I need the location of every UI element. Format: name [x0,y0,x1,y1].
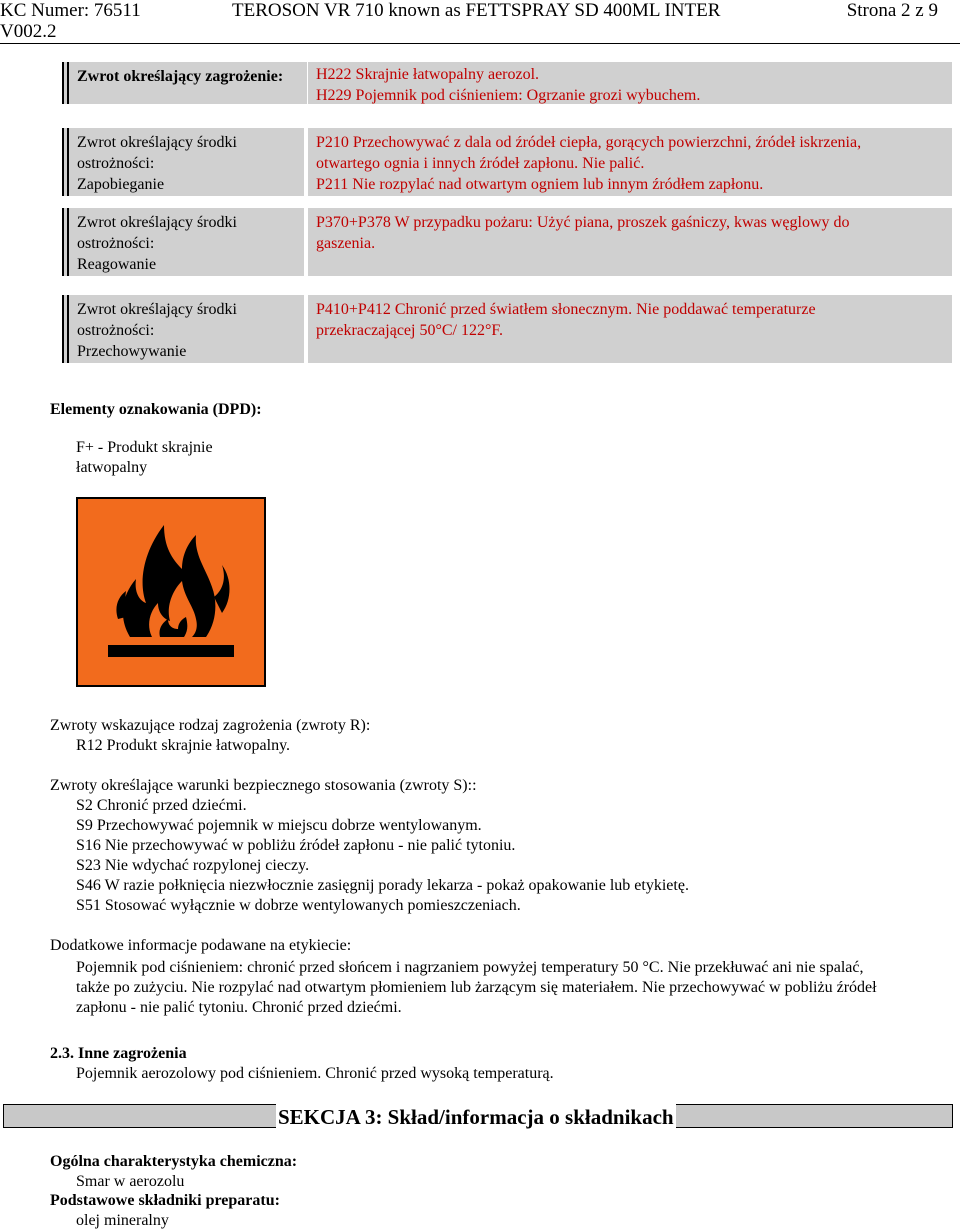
phrase-label-line: Zwrot określający środki [77,214,237,231]
other-hazards-text: Pojemnik aerozolowy pod ciśnieniem. Chronić przed wysoką temperaturą. [76,1065,554,1082]
chemical-characteristics-title: Ogólna charakterystyka chemiczna: [50,1153,298,1170]
phrase-label-line: Zwrot określający zagrożenie: [77,68,284,85]
s-phrase: S23 Nie wdychać rozpylonej cieczy. [76,857,310,874]
phrase-label-line: ostrożności: [77,322,155,339]
dpd-symbol-text [76,438,213,478]
s-phrase: S16 Nie przechowywać w pobliżu źródeł zapłonu - nie palić tytoniu. [76,837,516,854]
s-phrase: S2 Chronić przed dziećmi. [76,797,247,814]
extra-info-line: Pojemnik pod ciśnieniem: chronić przed słońcem i nagrzaniem powyżej temperatury 50 °C. Nie przekłuwać ani nie spalać, [76,959,864,976]
s-phrases-list [76,796,689,916]
s-phrase: S9 Przechowywać pojemnik w miejscu dobrze wentylowanym. [76,817,482,834]
phrase-label-line: Reagowanie [77,256,157,273]
header-rule [0,43,960,44]
r-phrase: R12 Produkt skrajnie łatwopalny. [76,737,291,754]
phrase-value-line: P210 Przechowywać z dala od źródeł ciepła, gorących powierzchni, źródeł iskrzenia, [316,134,862,151]
phrase-value-line: P370+P378 W przypadku pożaru: Użyć piana, proszek gaśniczy, kwas węglowy do [316,214,850,231]
phrase-label-line: ostrożności: [77,155,155,172]
chemical-characteristics-value: Smar w aerozolu [76,1173,185,1190]
other-hazards-title: 2.3. Inne zagrożenia [50,1045,187,1062]
extra-info-text [76,958,877,1018]
phrase-value-line: H229 Pojemnik pod ciśnieniem: Ogrzanie grozi wybuchem. [316,87,701,104]
base-components-title: Podstawowe składniki preparatu: [50,1192,280,1209]
phrase-value-line: gaszenia. [316,235,376,252]
phrase-label-line: ostrożności: [77,235,155,252]
phrase-label-line: Zwrot określający środki [77,301,237,318]
precaution-storage-value [308,295,952,363]
s-phrases-title: Zwroty określające warunki bezpiecznego stosowania (zwroty S):: [50,777,477,794]
version: V002.2 [0,21,57,42]
page-number: Strona 2 z 9 [846,0,938,21]
extra-info-line: zapłonu - nie palić tytoniu. Chronić przed dziećmi. [76,999,402,1016]
phrase-value-line: H222 Skrajnie łatwopalny aerozol. [316,66,540,83]
s-phrase: S51 Stosować wyłącznie w dobrze wentylowanych pomieszczeniach. [76,897,521,914]
phrase-label-line: Zwrot określający środki [77,134,237,151]
section3-title: SEKCJA 3: Skład/informacja o składnikach [278,1105,674,1129]
hazard-statement-value [308,62,952,104]
base-components-value: olej mineralny [76,1212,169,1229]
kc-number: KC Numer: 76511 [0,0,141,21]
extra-info-line: także po zużyciu. Nie rozpylać nad otwartym płomieniem lub żarzącym się materiałem. Nie przechowywać w pobliżu źródeł [76,979,877,996]
phrase-value-line: otwartego ognia i innych źródeł zapłonu. Nie palić. [316,155,645,172]
s-phrase: S46 W razie połknięcia niezwłocznie zasięgnij porady lekarza - pokaż opakowanie lub etykietę. [76,877,689,894]
precaution-storage-label [62,295,304,363]
phrase-value-line: P211 Nie rozpylać nad otwartym ogniem lub innym źródłem zapłonu. [316,176,764,193]
flammable-pictogram [76,497,266,687]
phrase-value-line: przekraczającej 50°C/ 122°F. [316,322,503,339]
hazard-statement-label [62,62,307,104]
precaution-response-value [308,208,952,276]
dpd-symbol-line: F+ - Produkt skrajnie [76,439,213,456]
extra-info-title: Dodatkowe informacje podawane na etykiecie: [50,937,352,954]
phrase-value-line: P410+P412 Chronić przed światłem słonecznym. Nie poddawać temperaturze [316,301,816,318]
flame-icon [78,499,264,685]
dpd-symbol-line: łatwopalny [76,459,148,476]
product-name: TEROSON VR 710 known as FETTSPRAY SD 400ML INTER [232,0,721,21]
phrase-label-line: Przechowywanie [77,343,187,360]
precaution-prevention-value [308,128,952,196]
phrase-label-line: Zapobieganie [77,176,165,193]
precaution-response-label [62,208,304,276]
precaution-prevention-label [62,128,304,196]
dpd-title: Elementy oznakowania (DPD): [50,401,262,418]
r-phrases-title: Zwroty wskazujące rodzaj zagrożenia (zwroty R): [50,717,371,734]
